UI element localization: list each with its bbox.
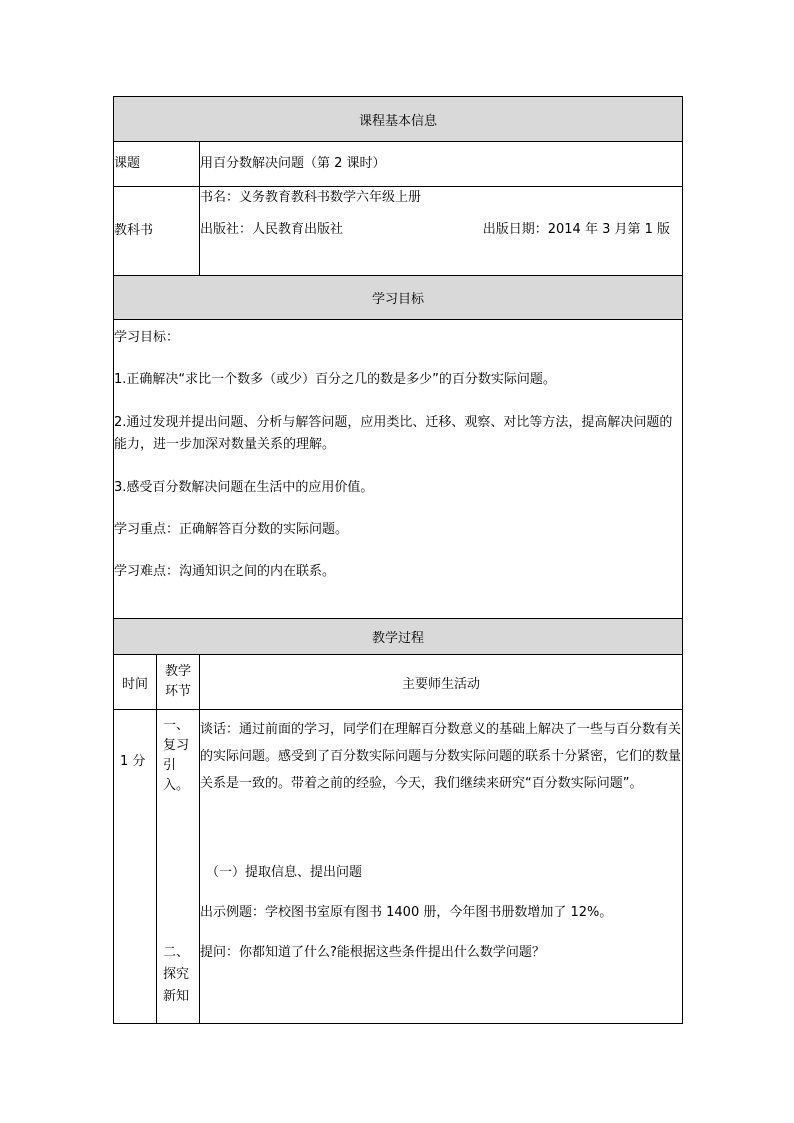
publisher: 出版社：人民教育出版社 xyxy=(200,222,344,237)
textbook-label: 教科书 xyxy=(114,187,200,276)
goal-item-3: 3.感受百分数解决问题在生活中的应用价值。 xyxy=(114,480,374,495)
col-stage-header: 教学环节 xyxy=(157,655,200,710)
goal-item-1: 1.正确解决“求比一个数多（或少）百分之几的数是多少”的百分数实际问题。 xyxy=(114,372,556,387)
goal-item-2: 2.通过发现并提出问题、分析与解答问题，应用类比、迁移、观察、对比等方法，提高解决问题的能力，进一步加深对数量关系的理解。 xyxy=(114,415,673,452)
textbook-info xyxy=(200,187,683,276)
stage-review-intro: 一、复习引入。 xyxy=(163,718,190,793)
col-activity-header: 主要师生活动 xyxy=(200,655,683,710)
goals-heading: 学习目标： xyxy=(114,330,180,345)
section-header-process: 教学过程 xyxy=(114,619,683,655)
publish-date: 出版日期：2014 年 3 月第 1 版 xyxy=(482,222,671,237)
book-name: 书名：义务教育教科书数学六年级上册 xyxy=(200,190,422,205)
key-point: 学习重点：正确解答百分数的实际问题。 xyxy=(114,522,349,537)
stage-cell xyxy=(157,710,200,1024)
example-text: 出示例题：学校图书室原有图书 1400 册，今年图书册数增加了 12%。 xyxy=(200,905,613,920)
col-time-header: 时间 xyxy=(114,655,157,710)
section-header-goals: 学习目标 xyxy=(114,276,683,320)
topic-label: 课题 xyxy=(114,142,200,187)
stage-explore: 二、探究新知 xyxy=(163,945,190,1004)
topic-value: 用百分数解决问题（第 2 课时） xyxy=(200,142,683,187)
question-text: 提问：你都知道了什么?能根据这些条件提出什么数学问题？ xyxy=(200,945,545,960)
intro-text: 谈话：通过前面的学习，同学们在理解百分数意义的基础上解决了一些与百分数有关的实际问题。感受到了百分数实际问题与分数实际问题的联系十分紧密，它们的数量关系是一致的。带着之前的经验，今天，我们继续来研究“百分数实际问题”。 xyxy=(200,722,682,791)
sub-heading: （一）提取信息、提出问题 xyxy=(206,865,363,880)
section-header-basic-info: 课程基本信息 xyxy=(114,97,683,142)
difficulty: 学习难点：沟通知识之间的内在联系。 xyxy=(114,564,336,579)
activity-cell xyxy=(200,710,683,1024)
time-cell: 1 分 xyxy=(114,710,157,1024)
lesson-plan-table xyxy=(113,96,683,1024)
goals-body xyxy=(114,320,683,619)
